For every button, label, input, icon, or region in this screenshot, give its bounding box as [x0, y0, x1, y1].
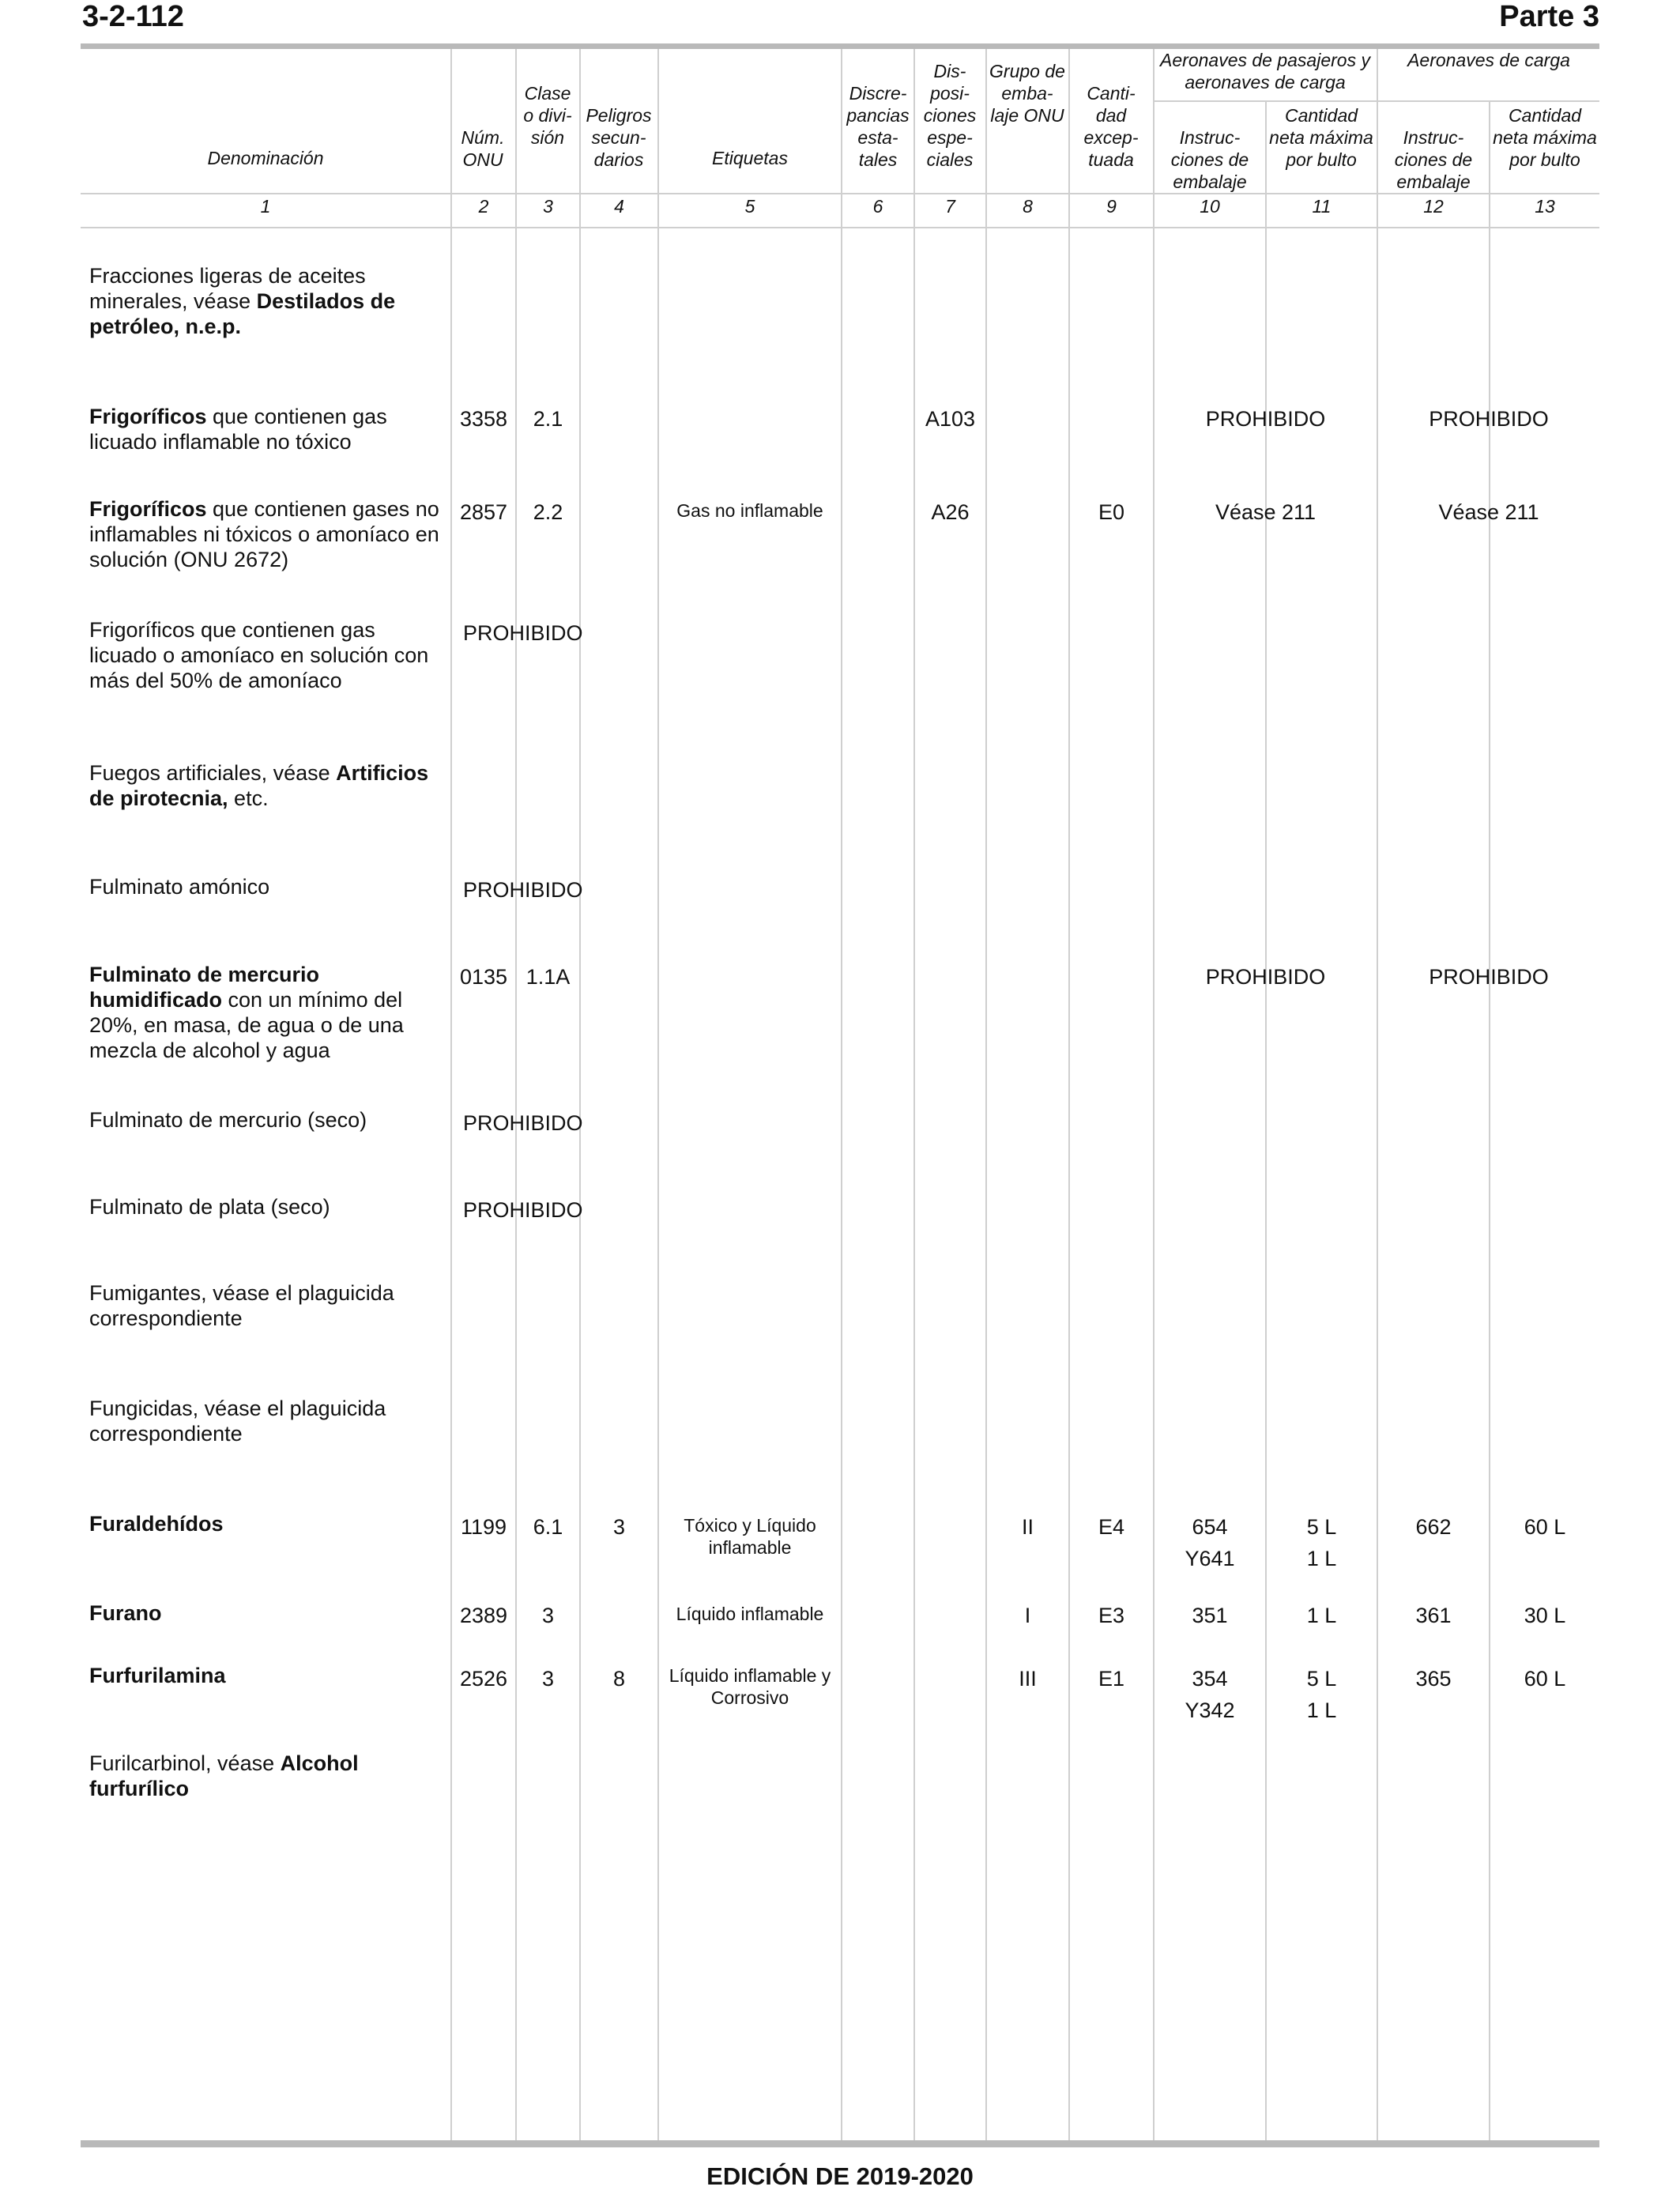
cargo-status: Véase 211 [1438, 500, 1539, 524]
passenger-status: Véase 211 [1215, 500, 1317, 524]
class-division: 3 [541, 1667, 555, 1691]
col-number: 2 [478, 196, 489, 217]
labels: Líquido inflamable [676, 1604, 824, 1624]
col-number: 8 [1023, 196, 1033, 217]
un-number: 2389 [459, 1604, 508, 1627]
col-header-grupo-embalaje: Grupo de emba-laje ONU [989, 61, 1065, 126]
max-quantity: 5 L [1306, 1515, 1337, 1539]
passenger-status: PROHIBIDO [1205, 407, 1326, 431]
class-division: 1.1A [525, 965, 571, 989]
page-number: 3-2-112 [82, 0, 184, 33]
top-rule [81, 43, 1599, 49]
table-row-name: Frigoríficos que contienen gas licuado inflamable no tóxico [89, 405, 387, 454]
passenger-status: PROHIBIDO [1205, 965, 1326, 989]
col-header-denominacion: Denominación [207, 148, 324, 168]
table-row-name: Fracciones ligeras de aceites minerales, véase Destilados de petróleo, n.e.p. [89, 264, 396, 338]
max-net-quantity-pax [1267, 1511, 1377, 1574]
table-row-name: Fumigantes, véase el plaguicida correspondiente [89, 1281, 394, 1330]
un-number: 2526 [459, 1667, 508, 1691]
special-provisions: A103 [925, 407, 976, 431]
class-division: 6.1 [533, 1515, 563, 1539]
col-number: 1 [260, 196, 271, 217]
table-row-name: Fulminato amónico [89, 875, 270, 899]
max-quantity: 5 L [1306, 1667, 1337, 1691]
packing-group: I [1024, 1604, 1031, 1627]
col-header-cantidad-exceptuada: Canti-dad excep-tuada [1083, 83, 1139, 170]
packing-instruction-limited: Y342 [1185, 1698, 1235, 1722]
col-header-disposiciones: Dis-posi-ciones espe-ciales [923, 61, 977, 170]
special-provisions: A26 [931, 500, 970, 524]
table-row-name: Fuegos artificiales, véase Artificios de pirotecnia, etc. [89, 761, 429, 810]
packing-instruction-pax [1155, 1511, 1265, 1574]
cargo-status: PROHIBIDO [1429, 965, 1549, 989]
col-number: 3 [543, 196, 553, 217]
max-net-quantity-cargo: 30 L [1524, 1604, 1566, 1627]
table-row-name: Fungicidas, véase el plaguicida correspondiente [89, 1397, 386, 1446]
table-row-name: Furfurilamina [89, 1664, 226, 1687]
col-number: 7 [945, 196, 955, 217]
table-row-name: Furaldehídos [89, 1512, 224, 1536]
forbidden-status: PROHIBIDO [463, 878, 583, 902]
col-header-instrucciones-cargo: Instruc-ciones de embalaje [1394, 127, 1473, 192]
labels: Gas no inflamable [676, 500, 823, 521]
max-net-quantity-cargo: 60 L [1524, 1667, 1566, 1691]
forbidden-status: PROHIBIDO [463, 621, 583, 645]
packing-instruction-cargo: 361 [1415, 1604, 1452, 1627]
col-header-cantidad-pax: Cantidad neta máxima por bulto [1269, 105, 1373, 170]
un-number: 0135 [459, 965, 508, 989]
un-number: 3358 [459, 407, 508, 431]
excepted-quantity: E4 [1098, 1515, 1125, 1539]
packing-instruction-cargo: 365 [1415, 1667, 1452, 1691]
table-row-name: Fulminato de mercurio (seco) [89, 1108, 367, 1132]
labels: Líquido inflamable y Corrosivo [669, 1665, 831, 1708]
class-division: 2.2 [533, 500, 563, 524]
subsidiary-hazard: 3 [612, 1515, 626, 1539]
group-header-passenger: Aeronaves de pasajeros y aeronaves de carga [1160, 50, 1370, 92]
labels: Tóxico y Líquido inflamable [684, 1515, 816, 1558]
un-number: 2857 [459, 500, 508, 524]
table-row-name: Frigoríficos que contienen gas licuado o amoníaco en solución con más del 50% de amoníaco [89, 618, 429, 692]
col-number: 6 [872, 196, 883, 217]
max-net-quantity-pax: 1 L [1306, 1604, 1337, 1627]
packing-instruction: 654 [1192, 1515, 1228, 1539]
packing-instruction-limited: Y641 [1185, 1547, 1235, 1570]
col-number: 4 [614, 196, 624, 217]
forbidden-status: PROHIBIDO [463, 1198, 583, 1222]
col-header-discrepancias: Discre-pancias esta-tales [846, 83, 910, 170]
packing-group: II [1021, 1515, 1034, 1539]
table-row-name: Fulminato de mercurio humidificado con un mínimo del 20%, en masa, de agua o de una mezcla de alcohol y agua [89, 963, 404, 1062]
col-header-etiquetas: Etiquetas [712, 148, 788, 168]
col-header-clase: Clase o divi-sión [523, 83, 572, 148]
group-header-cargo: Aeronaves de carga [1407, 50, 1570, 70]
un-number: 1199 [460, 1515, 507, 1539]
col-number: 13 [1535, 196, 1555, 217]
part-label: Parte 3 [1499, 0, 1599, 33]
excepted-quantity: E1 [1098, 1667, 1125, 1691]
cargo-status: PROHIBIDO [1429, 407, 1549, 431]
edition-footer: EDICIÓN DE 2019-2020 [706, 2162, 974, 2190]
bottom-rule [81, 2140, 1599, 2147]
packing-instruction-cargo: 662 [1415, 1515, 1452, 1539]
col-number: 9 [1106, 196, 1117, 217]
col-header-peligros: Peligros secun-darios [586, 105, 652, 170]
col-header-num-onu: Núm. ONU [461, 127, 505, 170]
col-header-cantidad-cargo: Cantidad neta máxima por bulto [1493, 105, 1597, 170]
table-row-name: Frigoríficos que contienen gases no inflamables ni tóxicos o amoníaco en solución (ONU 2672) [89, 497, 439, 571]
col-number: 5 [744, 196, 755, 217]
excepted-quantity: E0 [1098, 500, 1125, 524]
table-row-name: Furano [89, 1601, 162, 1625]
max-quantity-limited: 1 L [1306, 1698, 1337, 1722]
packing-group: III [1019, 1667, 1037, 1691]
class-division: 2.1 [533, 407, 563, 431]
max-net-quantity-cargo: 60 L [1524, 1515, 1566, 1539]
table-row-name: Fulminato de plata (seco) [89, 1195, 330, 1219]
col-number: 10 [1200, 196, 1220, 217]
packing-instruction-pax [1155, 1663, 1265, 1726]
col-number: 11 [1312, 196, 1332, 217]
forbidden-status: PROHIBIDO [463, 1111, 583, 1135]
excepted-quantity: E3 [1098, 1604, 1125, 1627]
max-net-quantity-pax [1267, 1663, 1377, 1726]
class-division: 3 [541, 1604, 555, 1627]
table-row-name: Furilcarbinol, véase Alcohol furfurílico [89, 1751, 359, 1800]
subsidiary-hazard: 8 [612, 1667, 626, 1691]
max-quantity-limited: 1 L [1306, 1547, 1337, 1570]
col-number: 12 [1423, 196, 1444, 217]
packing-instruction-pax: 351 [1192, 1604, 1228, 1627]
col-header-instrucciones-pax: Instruc-ciones de embalaje [1170, 127, 1249, 192]
packing-instruction: 354 [1192, 1667, 1228, 1691]
